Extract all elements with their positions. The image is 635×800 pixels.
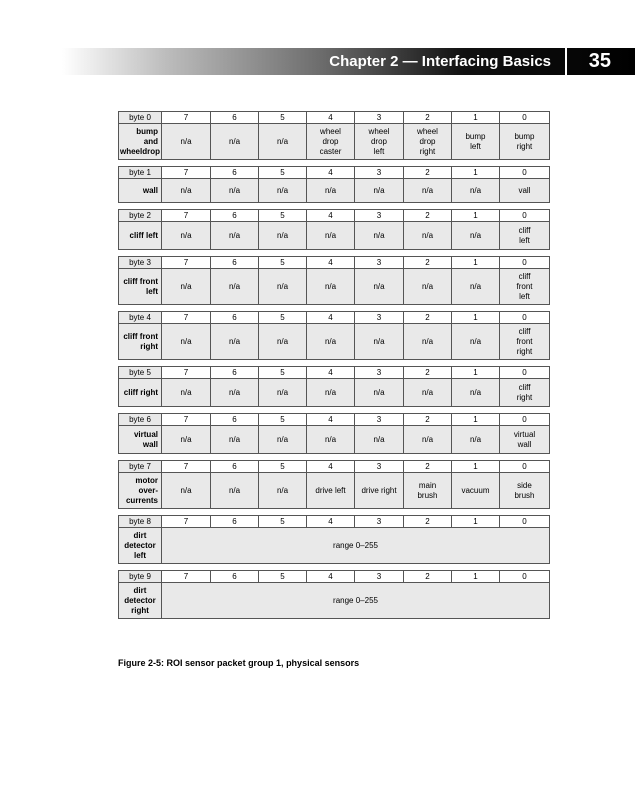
- bit-value-line: n/a: [324, 336, 337, 346]
- bit-value: [307, 179, 355, 203]
- bit-header: 2: [404, 571, 452, 583]
- bit-header: 4: [307, 571, 355, 583]
- bit-header: 5: [259, 461, 307, 473]
- bit-value: [162, 379, 211, 407]
- bit-header: 4: [307, 312, 355, 324]
- bit-header: 6: [211, 210, 259, 222]
- byte-table: [118, 209, 550, 250]
- bit-value-line: right: [516, 392, 533, 402]
- bit-value-line: n/a: [276, 185, 289, 195]
- bit-header: 4: [307, 414, 355, 426]
- bit-value-line: bump: [514, 131, 535, 141]
- bit-value: [211, 379, 259, 407]
- bit-header: 3: [355, 571, 404, 583]
- bit-value: [211, 179, 259, 203]
- bit-header: 2: [404, 367, 452, 379]
- bit-value-line: right: [516, 346, 533, 356]
- bit-value-line: n/a: [228, 136, 241, 146]
- bit-value: [404, 179, 452, 203]
- bit-value: [307, 426, 355, 454]
- bit-value: [307, 379, 355, 407]
- bit-header: 6: [211, 167, 259, 179]
- bit-value-line: n/a: [324, 387, 337, 397]
- bit-header: 3: [355, 257, 404, 269]
- bit-header: 2: [404, 167, 452, 179]
- chapter-header-bar: [62, 48, 635, 75]
- bit-value-line: n/a: [180, 185, 192, 195]
- bit-value: [259, 269, 307, 305]
- bit-value-line: front: [516, 281, 533, 291]
- bit-value-line: n/a: [469, 281, 482, 291]
- bit-value-line: n/a: [276, 387, 289, 397]
- bit-header: 4: [307, 112, 355, 124]
- bit-header: 5: [259, 167, 307, 179]
- figure-text: ROI sensor packet group 1, physical sensors: [166, 658, 360, 668]
- bit-header: 6: [211, 312, 259, 324]
- bit-value-line: wheel: [320, 126, 341, 136]
- byte-label: byte 6: [119, 414, 162, 426]
- bit-value-line: n/a: [373, 336, 385, 346]
- bit-header: 0: [500, 414, 550, 426]
- bit-value: [162, 124, 211, 160]
- bit-value-line: n/a: [373, 185, 385, 195]
- bit-value: [211, 222, 259, 250]
- bit-value-line: n/a: [469, 434, 482, 444]
- sensor-name-line: detector: [124, 540, 156, 550]
- bit-value: [259, 179, 307, 203]
- bit-value-line: brush: [514, 490, 535, 500]
- bit-value: [259, 473, 307, 509]
- bit-value: [500, 473, 550, 509]
- bit-header: 1: [452, 367, 500, 379]
- sensor-name-line: wall: [142, 185, 158, 195]
- sensor-name-line: and: [143, 136, 158, 146]
- bit-value-line: n/a: [421, 336, 434, 346]
- bit-header: 5: [259, 414, 307, 426]
- bit-header: 3: [355, 414, 404, 426]
- sensor-name: [119, 124, 162, 160]
- bit-value-line: n/a: [276, 136, 289, 146]
- bit-header: 2: [404, 312, 452, 324]
- figure-caption: [118, 658, 359, 668]
- bit-header: 1: [452, 312, 500, 324]
- bit-value-line: n/a: [324, 434, 337, 444]
- bit-header: 3: [355, 516, 404, 528]
- bit-value-line: vacuum: [461, 485, 490, 495]
- bit-header: 5: [259, 516, 307, 528]
- range-cell: range 0–255: [162, 528, 550, 564]
- sensor-name-line: cliff front: [123, 276, 158, 286]
- bit-value: [259, 222, 307, 250]
- bit-value: [500, 222, 550, 250]
- bit-header: 6: [211, 461, 259, 473]
- bit-value: [355, 324, 404, 360]
- bit-value-line: n/a: [228, 230, 241, 240]
- figure-label: Figure 2-5:: [118, 658, 165, 668]
- bit-value-line: n/a: [228, 281, 241, 291]
- bit-value: [355, 473, 404, 509]
- bit-value-line: n/a: [276, 434, 289, 444]
- bit-value: [452, 379, 500, 407]
- bit-header: 7: [162, 414, 211, 426]
- bit-header: 0: [500, 167, 550, 179]
- bit-header: 0: [500, 571, 550, 583]
- bit-value-line: n/a: [180, 387, 192, 397]
- bit-value-line: cliff: [518, 271, 531, 281]
- sensor-name: [119, 528, 162, 564]
- bit-header: 1: [452, 571, 500, 583]
- bit-value-line: drop: [419, 136, 436, 146]
- bit-value-line: n/a: [228, 434, 241, 444]
- page-number: 35: [588, 50, 611, 72]
- sensor-name-line: right: [140, 341, 158, 351]
- sensor-name-line: motor: [135, 475, 158, 485]
- bit-value: [404, 426, 452, 454]
- bit-header: 3: [355, 112, 404, 124]
- bit-value-line: n/a: [469, 336, 482, 346]
- bit-header: 3: [355, 167, 404, 179]
- bit-header: 0: [500, 257, 550, 269]
- bit-value: [452, 473, 500, 509]
- bit-header: 5: [259, 112, 307, 124]
- range-cell: range 0–255: [162, 583, 550, 619]
- bit-value: [307, 473, 355, 509]
- bit-header: 6: [211, 112, 259, 124]
- bit-value: [211, 426, 259, 454]
- bit-value: [211, 473, 259, 509]
- byte-table: [118, 166, 550, 203]
- bit-value-line: n/a: [421, 387, 434, 397]
- bit-value-line: n/a: [276, 336, 289, 346]
- bit-value-line: n/a: [228, 387, 241, 397]
- bit-value-line: front: [516, 336, 533, 346]
- bit-value-line: n/a: [228, 185, 241, 195]
- bit-value: [500, 426, 550, 454]
- sensor-name-line: right: [131, 605, 149, 615]
- bit-header: 5: [259, 571, 307, 583]
- bit-value-line: wall: [517, 439, 532, 449]
- bit-value-line: n/a: [324, 281, 337, 291]
- byte-table: [118, 413, 550, 454]
- bit-value: [307, 124, 355, 160]
- bit-value-line: n/a: [421, 434, 434, 444]
- bit-value-line: left: [470, 141, 481, 151]
- sensor-name: [119, 324, 162, 360]
- sensor-name-line: cliff left: [129, 230, 158, 240]
- byte-table: [118, 460, 550, 509]
- byte-label: byte 1: [119, 167, 162, 179]
- bit-value: [452, 179, 500, 203]
- sensor-name: [119, 222, 162, 250]
- bit-header: 5: [259, 312, 307, 324]
- sensor-name-line: over-: [138, 485, 158, 495]
- byte-table: [118, 570, 550, 619]
- bit-value: [404, 222, 452, 250]
- bit-header: 7: [162, 167, 211, 179]
- bit-header: 0: [500, 312, 550, 324]
- byte-label: byte 4: [119, 312, 162, 324]
- sensor-name-line: dirt: [133, 585, 147, 595]
- bit-value-line: bump: [465, 131, 486, 141]
- bit-value-line: wheel: [368, 126, 390, 136]
- bit-header: 6: [211, 257, 259, 269]
- bit-value: [355, 179, 404, 203]
- bit-value: [452, 222, 500, 250]
- bit-value-line: n/a: [373, 387, 385, 397]
- bit-value-line: cliff: [518, 326, 531, 336]
- bit-value-line: n/a: [421, 281, 434, 291]
- bit-header: 2: [404, 257, 452, 269]
- bit-value: [162, 179, 211, 203]
- bit-header: 3: [355, 367, 404, 379]
- bit-value-line: n/a: [180, 230, 192, 240]
- bit-header: 7: [162, 112, 211, 124]
- bit-value: [404, 473, 452, 509]
- bit-header: 0: [500, 210, 550, 222]
- sensor-tables: [118, 111, 549, 625]
- sensor-name: [119, 269, 162, 305]
- bit-value-line: n/a: [373, 230, 385, 240]
- bit-value: [162, 269, 211, 305]
- bit-header: 2: [404, 112, 452, 124]
- bit-value: [162, 426, 211, 454]
- bit-value: [500, 124, 550, 160]
- byte-label: byte 5: [119, 367, 162, 379]
- bit-header: 1: [452, 210, 500, 222]
- sensor-name-line: left: [134, 550, 146, 560]
- bit-value-line: right: [516, 141, 533, 151]
- sensor-name: [119, 426, 162, 454]
- bit-value: [500, 324, 550, 360]
- sensor-name-line: wall: [142, 439, 158, 449]
- byte-table: [118, 311, 550, 360]
- bit-header: 7: [162, 312, 211, 324]
- bit-header: 5: [259, 257, 307, 269]
- bit-header: 2: [404, 461, 452, 473]
- bit-value: [307, 269, 355, 305]
- bit-value-line: caster: [319, 146, 342, 156]
- bit-value: [500, 379, 550, 407]
- bit-value: [452, 426, 500, 454]
- byte-label: byte 2: [119, 210, 162, 222]
- bit-value: [500, 269, 550, 305]
- bit-header: 1: [452, 461, 500, 473]
- bit-value-line: vall: [518, 185, 531, 195]
- bit-value-line: virtual: [513, 429, 536, 439]
- bit-header: 0: [500, 516, 550, 528]
- bit-value: [404, 379, 452, 407]
- sensor-name-line: wheeldrop: [120, 146, 161, 156]
- sensor-name-line: left: [146, 286, 158, 296]
- bit-value-line: n/a: [469, 230, 482, 240]
- bit-value-line: n/a: [276, 281, 289, 291]
- bit-value-line: n/a: [276, 485, 289, 495]
- bit-header: 1: [452, 414, 500, 426]
- bit-header: 4: [307, 257, 355, 269]
- bit-value-line: drive left: [315, 485, 346, 495]
- byte-table: [118, 515, 550, 564]
- bit-value-line: main: [418, 480, 437, 490]
- bit-value: [355, 269, 404, 305]
- byte-label: byte 7: [119, 461, 162, 473]
- bit-header: 6: [211, 367, 259, 379]
- bit-value: [404, 124, 452, 160]
- bit-value-line: drop: [370, 136, 387, 146]
- sensor-name: [119, 583, 162, 619]
- chapter-title: Chapter 2 — Interfacing Basics: [329, 53, 551, 70]
- sensor-name-line: detector: [124, 595, 156, 605]
- bit-value-line: n/a: [469, 387, 482, 397]
- bit-value-line: right: [419, 146, 436, 156]
- sensor-name: [119, 473, 162, 509]
- bit-value: [452, 269, 500, 305]
- bit-value-line: n/a: [180, 434, 192, 444]
- bit-value: [259, 124, 307, 160]
- sensor-name: [119, 379, 162, 407]
- bit-header: 4: [307, 167, 355, 179]
- bit-header: 2: [404, 414, 452, 426]
- bit-header: 7: [162, 367, 211, 379]
- bit-value: [211, 124, 259, 160]
- bit-value-line: side: [517, 480, 532, 490]
- bit-header: 6: [211, 571, 259, 583]
- bit-value: [259, 426, 307, 454]
- bit-header: 0: [500, 461, 550, 473]
- bit-value: [404, 269, 452, 305]
- bit-header: 1: [452, 257, 500, 269]
- bit-header: 1: [452, 516, 500, 528]
- sensor-name-line: bump: [136, 126, 158, 136]
- bit-value-line: n/a: [373, 281, 385, 291]
- bit-header: 0: [500, 367, 550, 379]
- byte-label: byte 0: [119, 112, 162, 124]
- bit-header: 7: [162, 571, 211, 583]
- sensor-name-line: dirt: [133, 530, 147, 540]
- sensor-name-line: cliff right: [123, 387, 158, 397]
- bit-value-line: drive right: [361, 485, 397, 495]
- bit-value: [259, 324, 307, 360]
- bit-value-line: left: [519, 291, 530, 301]
- bit-value: [307, 324, 355, 360]
- bit-value-line: n/a: [373, 434, 385, 444]
- bit-header: 7: [162, 516, 211, 528]
- bit-header: 2: [404, 516, 452, 528]
- bit-value: [452, 124, 500, 160]
- bit-value-line: n/a: [421, 185, 434, 195]
- byte-table: [118, 111, 550, 160]
- bit-value: [355, 379, 404, 407]
- bit-header: 4: [307, 461, 355, 473]
- bit-value: [211, 269, 259, 305]
- bit-value-line: n/a: [324, 230, 337, 240]
- bit-header: 0: [500, 112, 550, 124]
- sensor-name-line: cliff front: [123, 331, 158, 341]
- bit-value: [355, 222, 404, 250]
- bit-value: [355, 124, 404, 160]
- bit-value: [404, 324, 452, 360]
- bit-value-line: brush: [417, 490, 438, 500]
- bit-header: 2: [404, 210, 452, 222]
- header-divider: [565, 48, 567, 75]
- bit-value: [259, 379, 307, 407]
- sensor-name: [119, 179, 162, 203]
- bit-value-line: cliff: [518, 382, 531, 392]
- bit-header: 4: [307, 210, 355, 222]
- bit-value: [162, 222, 211, 250]
- bit-value-line: n/a: [180, 136, 192, 146]
- bit-value: [355, 426, 404, 454]
- byte-table: [118, 366, 550, 407]
- bit-header: 7: [162, 257, 211, 269]
- bit-value: [211, 324, 259, 360]
- bit-value: [307, 222, 355, 250]
- bit-value: [162, 324, 211, 360]
- sensor-name-line: currents: [125, 495, 158, 505]
- byte-label: byte 3: [119, 257, 162, 269]
- bit-value-line: n/a: [228, 485, 241, 495]
- bit-value-line: n/a: [324, 185, 337, 195]
- bit-header: 6: [211, 516, 259, 528]
- bit-value-line: cliff: [518, 225, 531, 235]
- sensor-name-line: virtual: [133, 429, 158, 439]
- bit-value-line: wheel: [417, 126, 438, 136]
- bit-value-line: n/a: [180, 485, 192, 495]
- byte-label: byte 9: [119, 571, 162, 583]
- bit-header: 7: [162, 210, 211, 222]
- bit-header: 6: [211, 414, 259, 426]
- bit-header: 1: [452, 112, 500, 124]
- bit-header: 1: [452, 167, 500, 179]
- bit-value-line: n/a: [180, 336, 192, 346]
- bit-value-line: n/a: [276, 230, 289, 240]
- bit-header: 3: [355, 210, 404, 222]
- bit-value: [162, 473, 211, 509]
- byte-label: byte 8: [119, 516, 162, 528]
- bit-value-line: drop: [322, 136, 339, 146]
- bit-value-line: n/a: [228, 336, 241, 346]
- bit-value: [452, 324, 500, 360]
- byte-table: [118, 256, 550, 305]
- bit-value-line: left: [519, 235, 530, 245]
- bit-value-line: n/a: [469, 185, 482, 195]
- bit-header: 3: [355, 461, 404, 473]
- bit-header: 7: [162, 461, 211, 473]
- bit-header: 4: [307, 516, 355, 528]
- bit-header: 4: [307, 367, 355, 379]
- bit-header: 5: [259, 367, 307, 379]
- bit-value-line: n/a: [421, 230, 434, 240]
- bit-header: 5: [259, 210, 307, 222]
- bit-header: 3: [355, 312, 404, 324]
- bit-value-line: n/a: [180, 281, 192, 291]
- bit-value-line: left: [373, 146, 385, 156]
- bit-value: [500, 179, 550, 203]
